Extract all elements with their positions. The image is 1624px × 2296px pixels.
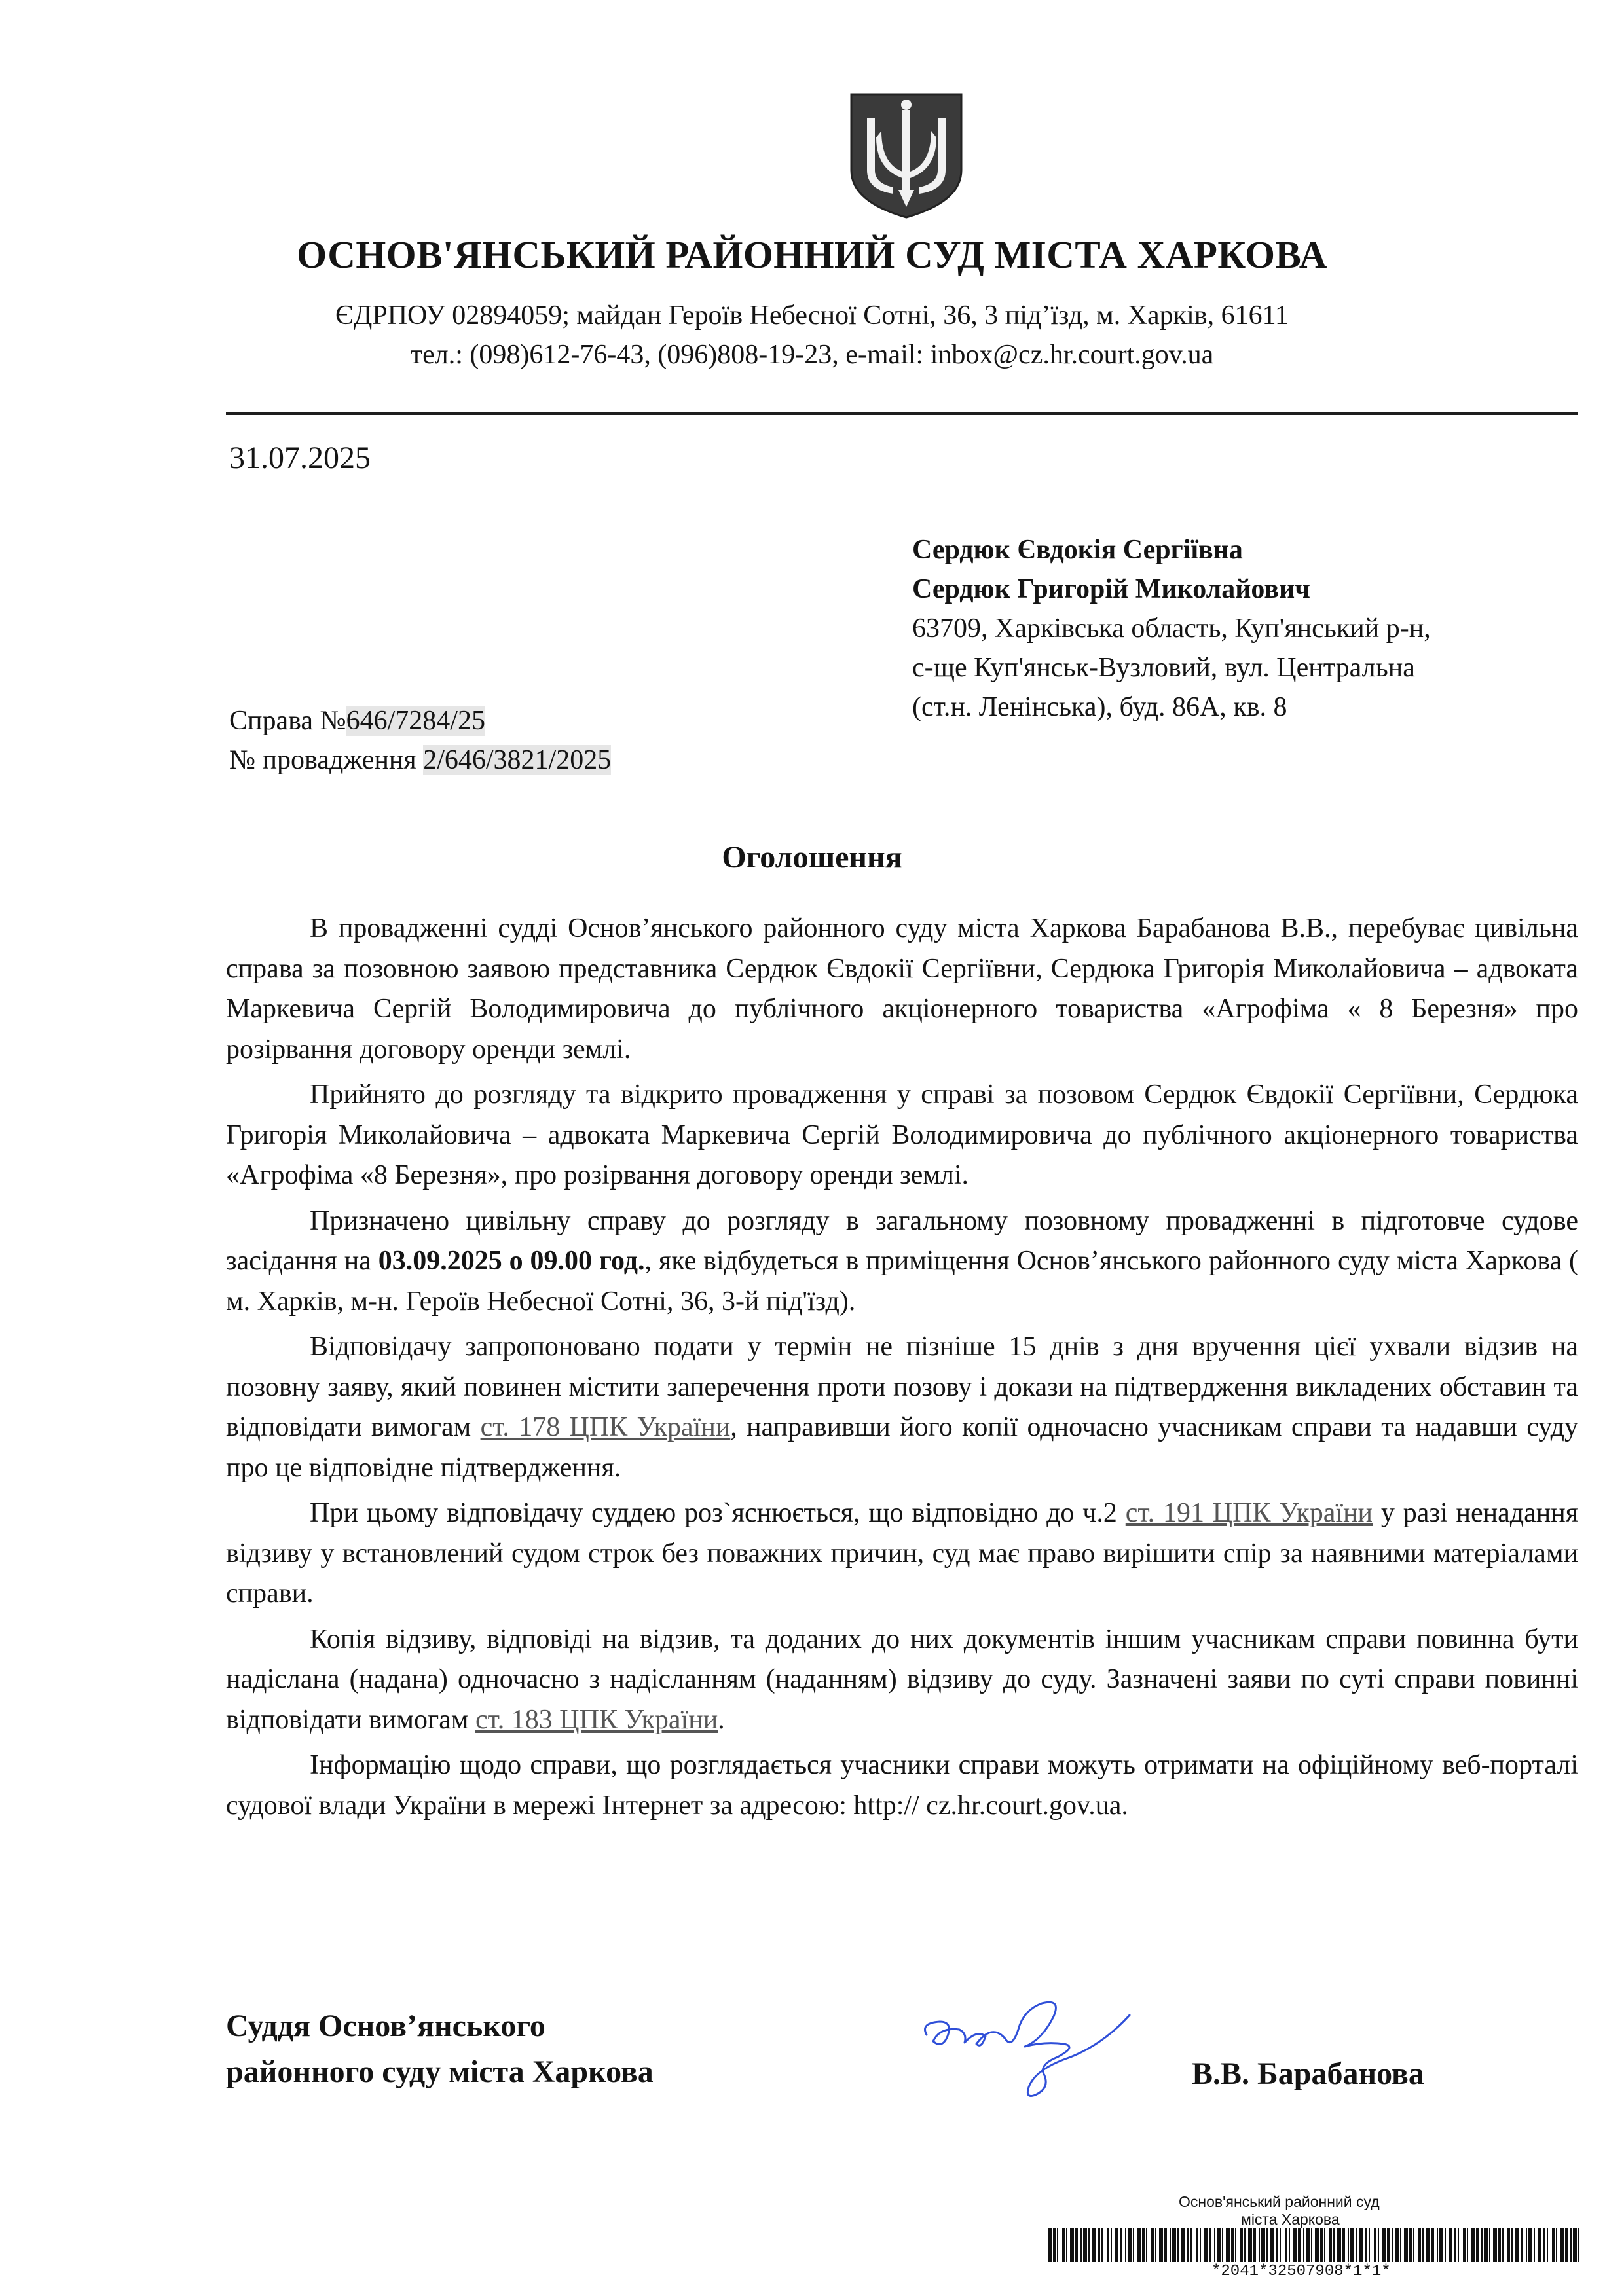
barcode-bar [1449, 2228, 1452, 2262]
barcode-bar [1534, 2228, 1535, 2262]
barcode-bar [1270, 2228, 1274, 2262]
barcode-bar [1276, 2228, 1278, 2262]
barcode-bar [1374, 2228, 1376, 2262]
barcode-bar [1365, 2228, 1367, 2262]
barcode-bar [1565, 2228, 1568, 2262]
barcode-bar [1226, 2228, 1230, 2262]
barcode-bar [1463, 2228, 1466, 2262]
judge-title [226, 2003, 654, 2095]
coat-of-arms-icon [847, 92, 965, 220]
body-paragraph [226, 1493, 1578, 1614]
recipient-address-line: с-ще Куп'янськ-Вузловий, вул. Центральна [912, 653, 1415, 683]
barcode-bar [1538, 2228, 1541, 2262]
barcode-bar [1111, 2228, 1112, 2262]
barcode-bar [1080, 2228, 1082, 2262]
barcode-bar [1426, 2228, 1430, 2262]
handwritten-signature-icon [913, 1984, 1136, 2108]
barcode-bar [1222, 2228, 1223, 2262]
barcode-bar [1404, 2228, 1408, 2262]
barcode-bar [1083, 2228, 1087, 2262]
proceeding-number-line [229, 744, 611, 776]
proceeding-label: № провадження [229, 745, 424, 775]
barcode-bar [1231, 2228, 1234, 2262]
barcode-bar [1107, 2228, 1109, 2262]
barcode-bar [1467, 2228, 1468, 2262]
barcode-bar [1342, 2228, 1345, 2262]
barcode-bar [1395, 2228, 1399, 2262]
barcode-bar [1387, 2228, 1390, 2262]
barcode-bar [1053, 2228, 1056, 2262]
barcode-bar [1337, 2228, 1341, 2262]
barcode-bar [1484, 2228, 1488, 2262]
barcode-bar [1128, 2228, 1132, 2262]
barcode-bar [1170, 2228, 1171, 2262]
barcode-bar [1445, 2228, 1446, 2262]
barcode-bar [1196, 2228, 1198, 2262]
body-paragraph [226, 1620, 1578, 1741]
barcode-bar [1164, 2228, 1167, 2262]
barcode-bar [1133, 2228, 1134, 2262]
stamp-city: міста Харкова [1241, 2211, 1340, 2228]
barcode-bar [1177, 2228, 1179, 2262]
barcode-bar [1458, 2228, 1459, 2262]
barcode-bar [1217, 2228, 1221, 2262]
barcode-bar [1333, 2228, 1335, 2262]
barcode-bar [1359, 2228, 1363, 2262]
barcode-bar [1570, 2228, 1572, 2262]
barcode-bar [1418, 2228, 1421, 2262]
barcode-bar [1240, 2228, 1243, 2262]
barcode-bar [1311, 2228, 1312, 2262]
barcode-bar [1266, 2228, 1268, 2262]
barcode-bar [1057, 2228, 1058, 2262]
barcode-bar [1528, 2228, 1532, 2262]
barcode-bar [1253, 2228, 1256, 2262]
barcode-icon [1048, 2228, 1585, 2262]
barcode-bar [1298, 2228, 1301, 2262]
barcode-bar [1543, 2228, 1545, 2262]
court-name: ОСНОВ'ЯНСЬКИЙ РАЙОННИЙ СУД МІСТА ХАРКОВА [297, 233, 1327, 276]
judge-title-line: районного суду міста Харкова [226, 2054, 654, 2089]
paragraph-text: Відповідачу запропоновано подати у термін не пізніше 15 днів з дня вручення цієї ухвали відзив на позовну заяву, який повинен містити заперечення проти позову і докази на підтвердження викладених обставин та відповідати вимогам [226, 1332, 1578, 1442]
barcode-bar [1382, 2228, 1386, 2262]
barcode-bar [1324, 2228, 1325, 2262]
barcode-bar [1235, 2228, 1236, 2262]
recipient-name: Сердюк Євдокія Сергіївна [912, 535, 1243, 565]
barcode-bar [1062, 2228, 1065, 2262]
paragraph-text: Призначено цивільну справу до розгляду в загальному позовному провадженні в підготовче судове засідання на [226, 1205, 1578, 1276]
body-paragraph [226, 1201, 1578, 1322]
barcode-number: *2041*32507908*1*1* [1211, 2263, 1391, 2280]
barcode-bar [1431, 2228, 1434, 2262]
barcode-bar [1320, 2228, 1323, 2262]
barcode-bar [1378, 2228, 1379, 2262]
paragraph-text: у разі ненадання відзиву у встановлений судом строк без поважних причин, суд має право вирішити спір за наявними матеріалами справи. [226, 1498, 1579, 1609]
barcode-bar [1437, 2228, 1438, 2262]
recipient-block [912, 530, 1431, 727]
barcode-bar [1066, 2228, 1067, 2262]
recipient-address-line: (ст.н. Ленінська), буд. 86А, кв. 8 [912, 692, 1287, 722]
barcode-bar [1200, 2228, 1201, 2262]
barcode-bar [1502, 2228, 1504, 2262]
barcode-bar [1289, 2228, 1290, 2262]
barcode-bar [1261, 2228, 1265, 2262]
barcode-bar [1329, 2228, 1332, 2262]
barcode-bar [1098, 2228, 1100, 2262]
court-contacts-line: тел.: (098)612-76-43, (096)808-19-23, e-mail: inbox@cz.hr.court.gov.ua [410, 340, 1214, 370]
barcode-bar [1088, 2228, 1090, 2262]
barcode-bar [1075, 2228, 1078, 2262]
barcode-bar [1092, 2228, 1096, 2262]
announcement-body [226, 909, 1578, 1831]
barcode-bar [1259, 2228, 1260, 2262]
barcode-bar [1476, 2228, 1479, 2262]
barcode-bar [1204, 2228, 1208, 2262]
case-label: Справа № [229, 706, 346, 736]
barcode-bar [1115, 2228, 1118, 2262]
judge-name: В.В. Барабанова [1192, 2056, 1424, 2091]
barcode-bar [1303, 2228, 1304, 2262]
barcode-bar [1280, 2228, 1281, 2262]
barcode-bar [1526, 2228, 1527, 2262]
law-article-link[interactable]: ст. 178 ЦПК України [480, 1412, 731, 1442]
barcode-bar [1498, 2228, 1501, 2262]
barcode-bar [1560, 2228, 1564, 2262]
body-paragraph: Інформацію щодо справи, що розглядається учасники справи можуть отримати на офіційному веб-порталі судової влади України в мережі Інтернет за адресою: http:// cz.hr.court.gov.ua. [226, 1750, 1578, 1821]
barcode-bar [1507, 2228, 1510, 2262]
recipient-name: Сердюк Григорій Миколайович [912, 574, 1310, 604]
barcode-bar [1293, 2228, 1297, 2262]
barcode-bar [1552, 2228, 1555, 2262]
law-article-link[interactable]: ст. 183 ЦПК України [475, 1704, 718, 1735]
barcode-bar [1454, 2228, 1456, 2262]
barcode-bar [1214, 2228, 1215, 2262]
barcode-bar [1471, 2228, 1475, 2262]
barcode-bar [1315, 2228, 1319, 2262]
barcode-bar [1146, 2228, 1147, 2262]
barcode-bar [1101, 2228, 1103, 2262]
body-paragraph: Прийнято до розгляду та відкрито провадження у справі за позовом Сердюк Євдокії Сергіївни, Сердюка Григорія Миколайовича – адвоката Маркевича Сергій Володимировича до публічного акціонерного товариства «Агрофіма «8 Березня», про розірвання договору оренди землі. [226, 1080, 1578, 1190]
body-paragraph: В провадженні судді Основ’янського районного суду міста Харкова Барабанова В.В., перебуває цивільна справа за позовною заявою представника Сердюк Євдокії Сергіївни, Сердюка Григорія Миколайовича – адвоката Маркевича Сергій Володимировича до публічного акціонерного товариства «Агрофіма « 8 Березня» про розірвання договору оренди землі. [226, 913, 1578, 1065]
barcode-bar [1578, 2228, 1579, 2262]
document-date: 31.07.2025 [229, 441, 371, 475]
paragraph-text: , яке відбудеться в приміщення Основ’янського районного суду міста Харкова ( м. Харків, м-н. Героїв Небесної Сотні, 36, 3-й під'їзд). [226, 1246, 1579, 1317]
barcode-bar [1439, 2228, 1443, 2262]
barcode-bar [1489, 2228, 1490, 2262]
barcode-bar [1172, 2228, 1176, 2262]
barcode-bar [1350, 2228, 1354, 2262]
barcode-bar [1159, 2228, 1163, 2262]
paragraph-text: Копія відзиву, відповіді на відзив, та доданих до них документів іншим учасникам справи повинна бути надіслана (надана) одночасно з надісланням (наданням) відзиву до суду. Зазначені заяви по суті справи повинні відповідати вимогам [226, 1624, 1578, 1735]
barcode-bar [1511, 2228, 1513, 2262]
header-divider [226, 412, 1578, 415]
paragraph-text: . [718, 1704, 725, 1735]
hearing-datetime: 03.09.2025 о 09.00 год. [378, 1246, 645, 1276]
barcode-bar [1493, 2228, 1497, 2262]
case-number-line [229, 705, 485, 737]
barcode-bar [1209, 2228, 1211, 2262]
barcode-bar [1048, 2228, 1052, 2262]
barcode-bar [1155, 2228, 1156, 2262]
judge-title-line: Суддя Основ’янського [226, 2009, 545, 2043]
barcode-bar [1285, 2228, 1287, 2262]
barcode-bar [1392, 2228, 1393, 2262]
barcode-bar [1142, 2228, 1145, 2262]
barcode-bar [1413, 2228, 1414, 2262]
barcode-bar [1369, 2228, 1370, 2262]
barcode-bar [1187, 2228, 1189, 2262]
barcode-bar [1356, 2228, 1357, 2262]
barcode-bar [1400, 2228, 1401, 2262]
proceeding-number: 2/646/3821/2025 [423, 745, 612, 775]
recipient-address-line: 63709, Харківська область, Куп'янський р-н, [912, 613, 1431, 644]
body-paragraph [226, 1327, 1578, 1488]
document-title: Оголошення [722, 840, 902, 875]
barcode-bar [1306, 2228, 1310, 2262]
barcode-bar [1422, 2228, 1424, 2262]
barcode-bar [1137, 2228, 1141, 2262]
barcode-bar [1348, 2228, 1349, 2262]
barcode-bar [1181, 2228, 1185, 2262]
barcode-bar [1120, 2228, 1122, 2262]
case-number: 646/7284/25 [346, 706, 485, 736]
barcode-bar [1573, 2228, 1577, 2262]
court-details-line: ЄДРПОУ 02894059; майдан Героїв Небесної Сотні, 36, 3 під’їзд, м. Харків, 61611 [335, 301, 1289, 331]
barcode-bar [1190, 2228, 1192, 2262]
law-article-link[interactable]: ст. 191 ЦПК України [1125, 1498, 1373, 1528]
barcode-bar [1521, 2228, 1523, 2262]
paragraph-text: При цьому відповідачу суддею роз`яснюється, що відповідно до ч.2 [310, 1498, 1126, 1528]
barcode-bar [1481, 2228, 1483, 2262]
paragraph-text: , направивши його копії одночасно учасникам справи та надавши суду про це відповідне підтвердження. [226, 1412, 1579, 1483]
barcode-bar [1070, 2228, 1074, 2262]
stamp-court-name: Основ'янський районний суд [1179, 2193, 1380, 2210]
barcode-bar [1244, 2228, 1246, 2262]
barcode-bar [1151, 2228, 1154, 2262]
barcode-bar [1547, 2228, 1548, 2262]
barcode-bar [1248, 2228, 1252, 2262]
barcode-bar [1125, 2228, 1126, 2262]
barcode-bar [1556, 2228, 1557, 2262]
barcode-bar [1409, 2228, 1412, 2262]
barcode-bar [1515, 2228, 1519, 2262]
